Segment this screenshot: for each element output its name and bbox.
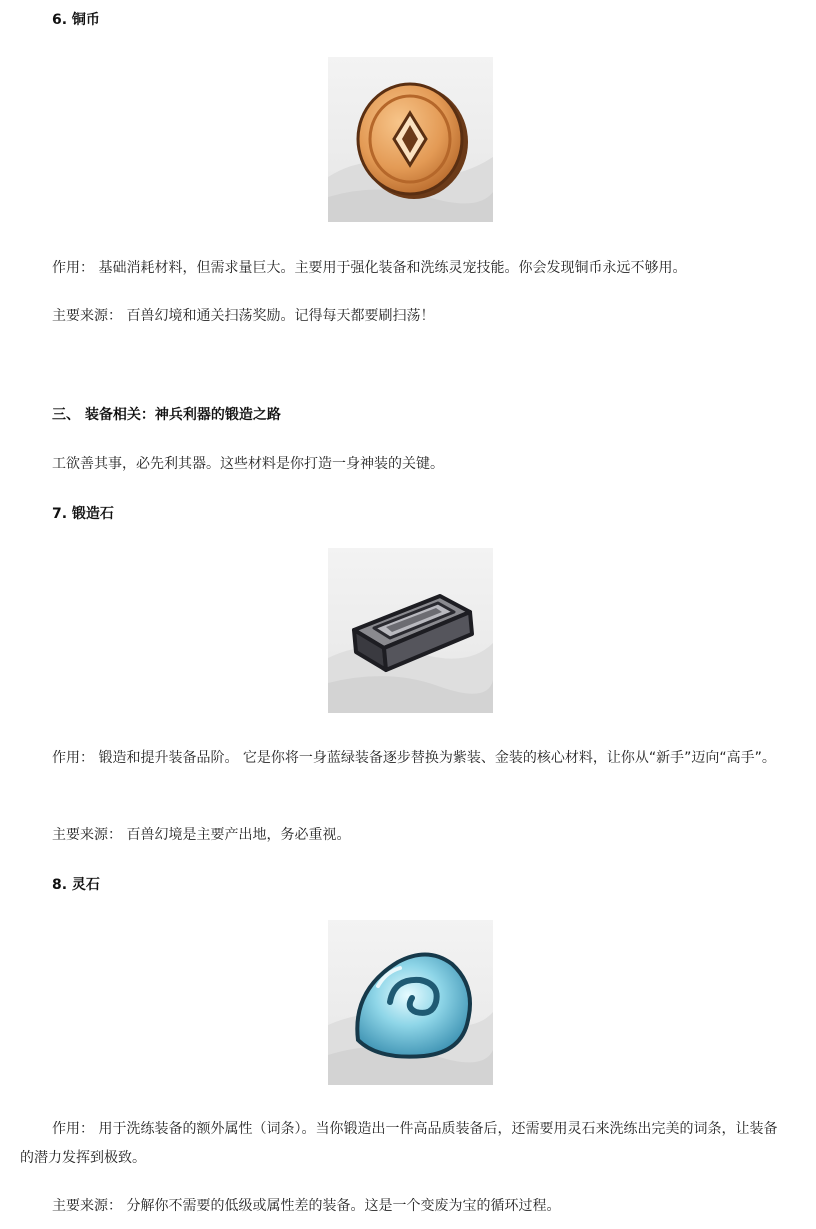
spirit-stone-usage: 作用： 用于洗练装备的额外属性（词条）。当你锻造出一件高品质装备后，还需要用灵石来洗练出完美的词条，让装备的潜力发挥到极致。 (20, 1121, 778, 1166)
equipment-section-heading: 三、 装备相关：神兵利器的锻造之路 (52, 407, 281, 423)
forge-stone-source: 主要来源： 百兽幻境是主要产出地，务必重视。 (52, 827, 351, 843)
equipment-intro: 工欲善其事，必先利其器。这些材料是你打造一身神装的关键。 (52, 456, 444, 472)
copper-usage: 作用： 基础消耗材料，但需求量巨大。主要用于强化装备和洗练灵宠技能。你会发现铜币永远不够用。 (52, 260, 687, 276)
copper-coin-icon (328, 57, 493, 222)
copper-source: 主要来源： 百兽幻境和通关扫荡奖励。记得每天都要刷扫荡！ (52, 308, 435, 324)
spirit-stone-heading: 8. 灵石 (52, 877, 100, 893)
forge-stone-heading: 7. 锻造石 (52, 506, 114, 522)
copper-coin-image (328, 57, 493, 222)
spirit-stone-icon (328, 920, 493, 1085)
spirit-stone-source: 主要来源： 分解你不需要的低级或属性差的装备。这是一个变废为宝的循环过程。 (52, 1198, 561, 1214)
forge-stone-usage: 作用： 锻造和提升装备品阶。 它是你将一身蓝绿装备逐步替换为紫装、金装的核心材料，让你从“新手”迈向“高手”。 (52, 750, 776, 766)
forge-stone-icon (328, 548, 493, 713)
forge-stone-image (328, 548, 493, 713)
copper-heading: 6. 铜币 (52, 12, 100, 28)
spirit-stone-image (328, 920, 493, 1085)
